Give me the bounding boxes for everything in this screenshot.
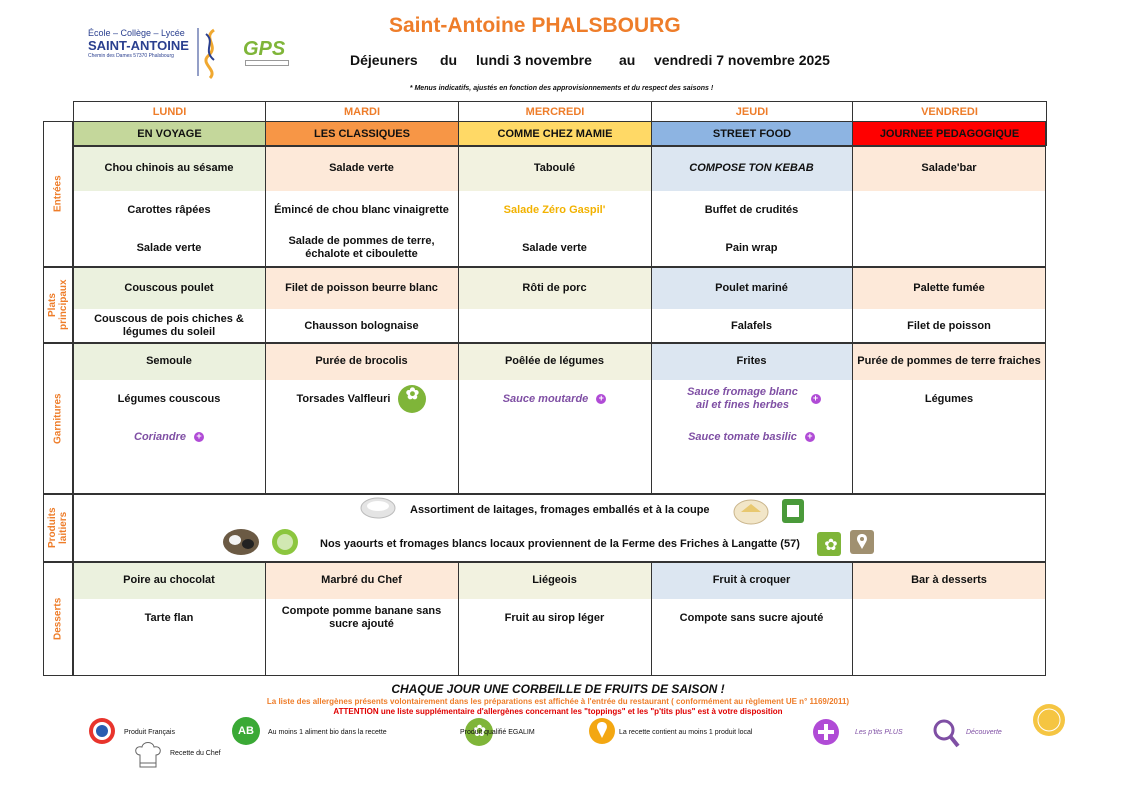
legend-chef: Recette du Chef <box>170 750 221 757</box>
plats-row2-jeudi-text: Falafels <box>731 319 772 332</box>
entrees-row1-lundi-text: Chou chinois au sésame <box>104 162 234 174</box>
garnitures-row1-jeudi-text: Frites <box>736 355 767 367</box>
entrees-row1-mardi-text: Salade verte <box>329 162 394 174</box>
legend-ptits: Les p'tits PLUS <box>855 729 903 736</box>
cows-photo-icon <box>222 528 260 556</box>
fruits-message: CHAQUE JOUR UNE CORBEILLE DE FRUITS DE SAISON ! <box>391 682 725 696</box>
badge-icon <box>1032 703 1066 737</box>
page-title: Saint-Antoine PHALSBOURG <box>389 14 681 37</box>
section-frame <box>73 267 1046 343</box>
logo-line2: SAINT-ANTOINE <box>88 38 189 53</box>
garnitures-row2-vendredi-text: Légumes <box>924 392 974 405</box>
entrees-row2-jeudi-text: Buffet de crudités <box>704 203 799 216</box>
entrees-row1-jeudi-text: COMPOSE TON KEBAB <box>689 162 814 174</box>
column-divider <box>265 101 266 494</box>
row-divider <box>73 146 1046 147</box>
menu-note: * Menus indicatifs, ajustés en fonction des approvisionnements et du respect des saisons ! <box>409 85 714 92</box>
desserts-row1-jeudi-text: Fruit à croquer <box>712 574 791 586</box>
legend-local: La recette contient au moins 1 produit local <box>619 729 753 736</box>
column-divider <box>265 562 266 676</box>
desserts-row1-mardi-text: Marbré du Chef <box>321 574 402 586</box>
column-divider <box>651 562 652 676</box>
day-header-vendredi: VENDREDI <box>852 101 1047 121</box>
section-frame <box>73 562 1046 676</box>
legend-discovery-icon <box>932 718 960 748</box>
day-header-mardi: MARDI <box>265 101 459 121</box>
garnitures-row2-mardi-text: Torsades Valfleuri <box>296 392 391 405</box>
dairy-line1: Assortiment de laitages, fromages emballés et à la coupe <box>410 504 710 516</box>
entrees-row3-mercredi-text: Salade verte <box>522 241 587 254</box>
entrees-row3-lundi-text: Salade verte <box>136 241 202 254</box>
desserts-row2-lundi-text: Tarte flan <box>144 611 194 624</box>
start-date: lundi 3 novembre <box>476 52 592 68</box>
attention-note: ATTENTION une liste supplémentaire d'allergènes concernant les "toppings" et les "p'tits plus" est à votre disposition <box>333 707 783 716</box>
french-product-icon <box>88 717 116 745</box>
entrees-row1-vendredi-text: Salade'bar <box>921 162 977 174</box>
garnitures-row2-jeudi-text: Sauce fromage blanc ail et fines herbes <box>687 386 798 411</box>
entrees-row2-lundi-text: Carottes râpées <box>127 203 211 216</box>
day-header-jeudi: JEUDI <box>651 101 853 121</box>
entrees-row3-mardi-text: Salade de pommes de terre, échalote et ciboulette <box>288 235 435 260</box>
legend-francais: Produit Français <box>124 729 175 736</box>
plats-row1-vendredi-text: Palette fumée <box>913 281 985 294</box>
plats-row1-jeudi-text: Poulet mariné <box>715 281 788 294</box>
cheese-plate-icon <box>733 498 769 526</box>
entrees-row2-mardi-text: Émincé de chou blanc vinaigrette <box>274 203 449 216</box>
plats-row2-mardi-text: Chausson bolognaise <box>304 319 419 332</box>
theme-lundi: EN VOYAGE <box>73 121 266 146</box>
desserts-row2-mardi-text: Compote pomme banane sans sucre ajouté <box>281 605 442 630</box>
section-frame <box>73 121 1046 267</box>
legend-bio: Au moins 1 aliment bio dans la recette <box>268 729 387 736</box>
column-divider <box>852 101 853 494</box>
day-header-lundi: LUNDI <box>73 101 266 121</box>
theme-vendredi: JOURNEE PEDAGOGIQUE <box>852 121 1047 146</box>
section-frame <box>73 343 1046 494</box>
au-label: au <box>619 52 636 68</box>
bio-icon: AB <box>232 717 260 745</box>
desserts-row1-lundi-text: Poire au chocolat <box>123 574 215 586</box>
theme-jeudi: STREET FOOD <box>651 121 853 146</box>
desserts-row1-vendredi-text: Bar à desserts <box>911 574 987 586</box>
column-divider <box>651 101 652 494</box>
section-plats-label: Plats principaux <box>47 279 69 331</box>
plats-row1-mercredi-text: Rôti de porc <box>522 281 587 294</box>
end-date: vendredi 7 novembre 2025 <box>654 52 830 68</box>
logo-line1: École – Collège – Lycée <box>88 28 185 38</box>
section-desserts-label: Desserts <box>52 597 64 641</box>
egalim-icon <box>817 532 841 556</box>
garnitures-row3-lundi-text: Coriandre <box>134 430 186 443</box>
theme-mardi: LES CLASSIQUES <box>265 121 459 146</box>
section-garnitures-label: Garnitures <box>52 393 64 444</box>
column-divider <box>852 562 853 676</box>
column-divider <box>458 101 459 494</box>
section-laitiers-label: Produits laitiers <box>47 507 69 549</box>
garnitures-row1-vendredi-text: Purée de pommes de terre fraiches <box>857 355 1041 367</box>
gps-logo <box>243 38 299 68</box>
dairy-line2: Nos yaourts et fromages blancs locaux proviennent de la Ferme des Friches à Langatte (57) <box>320 538 800 550</box>
legend-local-icon <box>588 717 616 745</box>
entrees-row1-mercredi-text: Taboulé <box>533 162 576 174</box>
dairy-bowl-icon <box>360 496 396 520</box>
logo-school <box>88 28 192 78</box>
cheese-pack-icon <box>780 497 806 525</box>
farm-logo-icon <box>270 528 300 556</box>
garnitures-row2-lundi-text: Légumes couscous <box>117 392 221 405</box>
entrees-row3-jeudi-text: Pain wrap <box>725 241 778 254</box>
theme-mercredi: COMME CHEZ MAMIE <box>458 121 652 146</box>
du-label: du <box>440 52 458 68</box>
garnitures-row2-mercredi-text: Sauce moutarde <box>502 392 589 405</box>
plats-row1-lundi-text: Couscous poulet <box>124 281 214 294</box>
swirl-logo-icon <box>196 26 226 80</box>
column-divider <box>458 562 459 676</box>
entrees-row2-mercredi-text: Salade Zéro Gaspil' <box>503 203 606 216</box>
allergens-note: La liste des allergènes présents volontairement dans les préparations est affichée à l'entrée du restaurant ( conformément au règlement UE n° 1169/2011) <box>266 697 850 706</box>
garnitures-row1-lundi-text: Semoule <box>146 355 192 367</box>
gps-logo-text: GPS <box>243 38 286 60</box>
garnitures-row1-mardi-text: Purée de brocolis <box>315 355 408 367</box>
desserts-row2-mercredi-text: Fruit au sirop léger <box>504 611 605 624</box>
garnitures-row1-mercredi-text: Poêlée de légumes <box>504 355 605 367</box>
logo-line3: Chemin des Dames 57370 Phalsbourg <box>88 53 174 59</box>
section-entrees-label: Entrées <box>52 175 64 213</box>
garnitures-row3-jeudi-text: Sauce tomate basilic <box>688 430 797 443</box>
legend-egalim: Produit qualifié EGALIM <box>460 729 535 736</box>
legend-decouverte: Découverte <box>966 729 1002 736</box>
desserts-row1-mercredi-text: Liégeois <box>532 574 577 586</box>
desserts-row2-jeudi-text: Compote sans sucre ajouté <box>679 611 824 624</box>
plats-row2-lundi-text: Couscous de pois chiches & légumes du soleil <box>94 313 244 338</box>
local-pin-icon <box>850 530 874 554</box>
legend-plus-icon <box>812 718 840 746</box>
plats-row1-mardi-text: Filet de poisson beurre blanc <box>285 281 438 294</box>
day-header-mercredi: MERCREDI <box>458 101 652 121</box>
dejeuners-label: Déjeuners <box>350 52 418 68</box>
chef-hat-icon <box>134 741 162 773</box>
plats-row2-vendredi-text: Filet de poisson <box>907 319 991 332</box>
